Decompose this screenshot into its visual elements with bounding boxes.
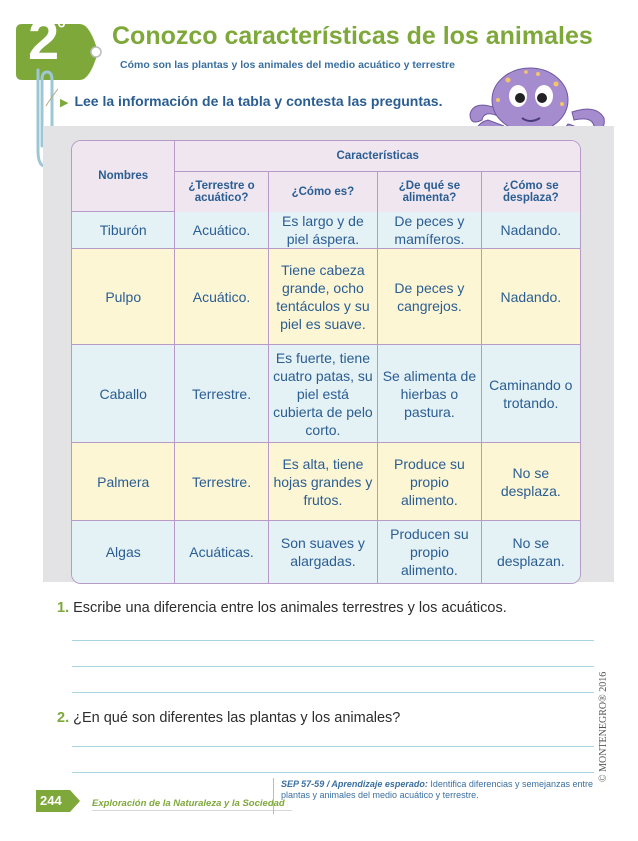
question-text: Escribe una diferencia entre los animales terrestres y los acuáticos. <box>73 600 507 616</box>
page-number: 244 <box>40 793 62 808</box>
answer-line[interactable] <box>72 666 594 667</box>
cell-nombre: Algas <box>72 521 175 583</box>
footer-subject: Exploración de la Naturaleza y la Sociedad <box>92 798 285 809</box>
cell-como: Tiene cabeza grande, ocho tentáculos y su piel es suave. <box>269 249 379 345</box>
table-row <box>72 212 580 249</box>
cell-alimenta: De peces y mamíferos. <box>378 212 481 249</box>
header-nombres: Nombres <box>72 141 175 212</box>
instruction-text <box>60 93 442 109</box>
header-alimenta: ¿De qué se alimenta? <box>378 172 481 212</box>
cell-alimenta: Se alimenta de hierbas o pastura. <box>378 345 481 443</box>
page-title: Conozco características de los animales <box>112 22 593 50</box>
footer-note-ref: SEP 57-59 / Aprendizaje esperado: <box>281 779 428 789</box>
cell-desplaza: Caminando o trotando. <box>482 345 580 443</box>
footer-note <box>281 779 601 801</box>
cell-desplaza: Nadando. <box>482 249 580 345</box>
cell-medio: Terrestre. <box>175 345 268 443</box>
answer-line[interactable] <box>72 772 594 773</box>
page-subtitle: Cómo son las plantas y los animales del medio acuático y terrestre <box>120 59 455 71</box>
footer-divider <box>273 778 274 814</box>
cell-desplaza: No se desplazan. <box>482 521 580 583</box>
characteristics-table <box>71 140 581 584</box>
cell-medio: Terrestre. <box>175 443 268 521</box>
question-1 <box>57 600 507 616</box>
cell-como: Es alta, tiene hojas grandes y frutos. <box>269 443 379 521</box>
cell-nombre: Palmera <box>72 443 175 521</box>
question-2 <box>57 710 400 726</box>
copyright-text: © MONTENEGRO® 2016 <box>598 671 609 782</box>
answer-line[interactable] <box>72 746 594 747</box>
cell-nombre: Pulpo <box>72 249 175 345</box>
cell-alimenta: De peces y cangrejos. <box>378 249 481 345</box>
cell-desplaza: No se desplaza. <box>482 443 580 521</box>
table-row <box>72 443 580 521</box>
question-number: 1. <box>57 600 70 616</box>
cell-medio: Acuáticas. <box>175 521 268 583</box>
cell-como: Es largo y de piel áspera. <box>269 212 379 249</box>
grade-number: 2° <box>28 8 64 71</box>
cell-medio: Acuático. <box>175 212 268 249</box>
cell-nombre: Tiburón <box>72 212 175 249</box>
triangle-bullet-icon: ▶ <box>60 97 69 109</box>
answer-line[interactable] <box>72 640 594 641</box>
header-desplaza: ¿Cómo se desplaza? <box>482 172 580 212</box>
copyright-notice <box>598 612 612 782</box>
header-caracteristicas: Características <box>175 141 580 172</box>
table-row <box>72 249 580 345</box>
question-text: ¿En qué son diferentes las plantas y los animales? <box>73 710 401 726</box>
cell-como: Son suaves y alargadas. <box>269 521 379 583</box>
cell-como: Es fuerte, tiene cuatro patas, su piel está cubierta de pelo corto. <box>269 345 379 443</box>
instruction-label: Lee la información de la tabla y contesta las preguntas. <box>74 93 443 109</box>
cell-alimenta: Produce su propio alimento. <box>378 443 481 521</box>
footer-divider <box>92 810 292 811</box>
table-row <box>72 521 580 583</box>
cell-alimenta: Producen su propio alimento. <box>378 521 481 583</box>
question-number: 2. <box>57 710 70 726</box>
table-row <box>72 345 580 443</box>
cell-desplaza: Nadando. <box>482 212 580 249</box>
header-terrestre-acuatico: ¿Terrestre o acuático? <box>175 172 268 212</box>
cell-nombre: Caballo <box>72 345 175 443</box>
footer-note-text: Identifica diferencias y semejanzas entre plantas y animales del medio acuático y terrestre. <box>281 779 593 800</box>
answer-line[interactable] <box>72 692 594 693</box>
cell-medio: Acuático. <box>175 249 268 345</box>
header-como-es: ¿Cómo es? <box>269 172 379 212</box>
